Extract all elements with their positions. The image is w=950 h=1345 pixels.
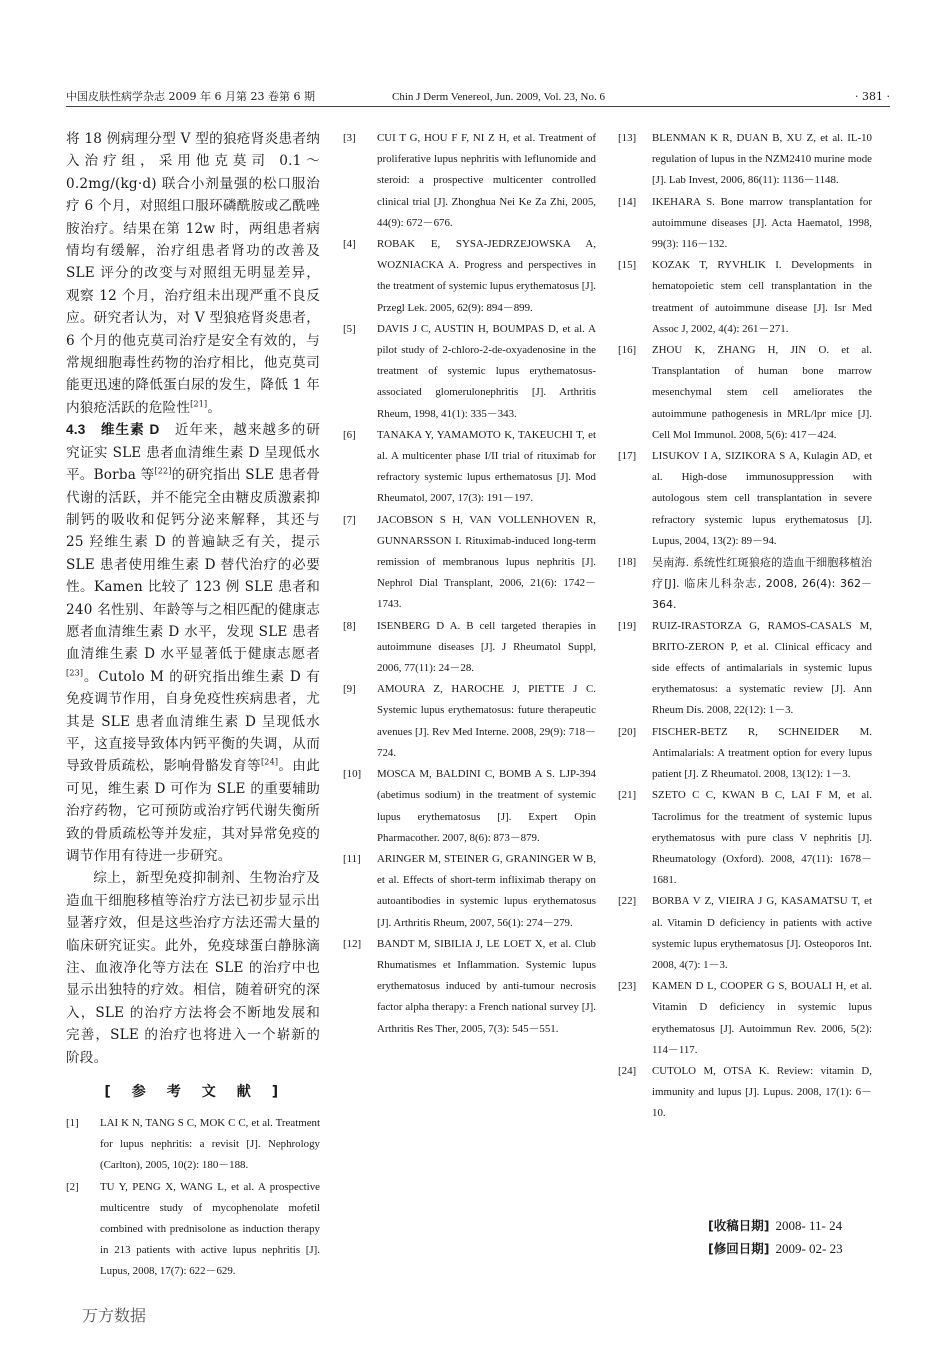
reference-item: [24] CUTOLO M, OTSA K. Review: vitamin D, immunity and lupus [J]. Lupus. 2008, 17(1): 6－10. [618, 1064, 872, 1120]
received-date: [收稿日期] 2008- 11- 24 [708, 1218, 843, 1233]
reference-item: [23] KAMEN D L, COOPER G S, BOUALI H, et al. Vitamin D deficiency in systemic lupus erythematosus [J]. Autoimmun Rev. 2006, 5(2): 114－117. [618, 980, 872, 1056]
reference-item: [20] FISCHER-BETZ R, SCHNEIDER M. Antimalarials: A treatment option for every lupus patient [J]. Z Rheumatol. 2008, 13(12): 1－3. [618, 725, 872, 781]
reference-item: [5] DAVIS J C, AUSTIN H, BOUMPAS D, et al. A pilot study of 2-chloro-2-de-oxyadenosine in the treatment of systemic lupus erythematosus-associated glomerulonephritis [J]. Arthritis Rheum, 1998, 41(1): 335－343. [343, 322, 596, 420]
journal-title-cn: 中国皮肤性病学杂志 2009 年 6 月第 23 卷第 6 期 [66, 90, 315, 103]
reference-item: [15] KOZAK T, RYVHLIK I. Developments in hematopoietic stem cell transplantation in the treatment of autoimmune disease [J]. Isr Med Assoc J, 2002, 4(4): 261－271. [618, 259, 872, 335]
reference-item: [10] MOSCA M, BALDINI C, BOMB A S. LJP-394 (abetimus sodium) in the treatment of systemic lupus erythematosus [J]. Expert Opin Pharmacother. 2007, 8(6): 873－879. [343, 768, 596, 844]
reference-item: [3] CUI T G, HOU F F, NI Z H, et al. Treatment of proliferative lupus nephritis with leflunomide and steroid: a prospective multicenter controlled clinical trial [J]. Zhonghua Nei Ke Za Zhi, 2005, 44(9): 672－676. [343, 132, 596, 229]
reference-item: [2] TU Y, PENG X, WANG L, et al. A prospective multicentre study of mycophenolate mofetil combined with prednisolone as induction therapy in 213 patients with active lupus nephritis [J]. Lupus, 2008, 17(7): 622－629. [66, 1180, 320, 1278]
column-1 [66, 128, 320, 1283]
revised-date: [修回日期] 2009- 02- 23 [708, 1241, 843, 1256]
reference-item: [14] IKEHARA S. Bone marrow transplantation for autoimmune diseases [J]. Acta Haematol, 1998, 99(3): 116－132. [618, 195, 872, 251]
reference-item: [21] SZETO C C, KWAN B C, LAI F M, et al. Tacrolimus for the treatment of systemic lupus erythematosus with pure class V nephritis [J]. Rheumatology (Oxford). 2008, 47(11): 1678－1681. [618, 789, 872, 887]
section-heading: 4.3 维生素 D [66, 422, 175, 438]
reference-item: [7] JACOBSON S H, VAN VOLLENHOVEN R, GUNNARSSON I. Rituximab-induced long-term remission of membranous lupus nephritis [J]. Nephrol Dial Transplant, 2006, 21(6): 1742－1743. [343, 513, 596, 611]
reference-item: [9] AMOURA Z, HAROCHE J, PIETTE J C. Systemic lupus erythematosus: future therapeutic avenues [J]. Rev Med Interne. 2008, 29(9): 718－724. [343, 683, 596, 759]
reference-item: [6] TANAKA Y, YAMAMOTO K, TAKEUCHI T, et al. A multicenter phase I/II trial of rituximab for refractory systemic lupus erthematosus [J]. Mod Rheumatol, 2007, 17(3): 191－197. [343, 428, 596, 505]
reference-item: [1] LAI K N, TANG S C, MOK C C, et al. Treatment for lupus nephritis: a revisit [J]. Nephrology (Carlton), 2005, 10(2): 180－188. [66, 1117, 320, 1172]
paragraph-summary: 综上，新型免疫抑制剂、生物治疗及造血干细胞移植等治疗方法已初步显示出显著疗效，但是这些治疗方法还需大量的临床研究证实。此外，免疫球蛋白静脉滴注、血液净化等方法在 SLE 的治疗中也显示出独特的疗效。相信，随着研究的深入，SLE 的治疗方法将会不断地发展和完善，SLE 的治疗也将进入一个崭新的阶段。 [66, 870, 320, 1066]
running-header [66, 88, 890, 107]
reference-item: [13] BLENMAN K R, DUAN B, XU Z, et al. IL-10 regulation of lupus in the NZM2410 murine mode [J]. Lab Invest, 2006, 86(11): 1136－1148. [618, 132, 872, 187]
reference-item: [17] LISUKOV I A, SIZIKORA S A, Kulagin AD, et al. High-dose immunosuppression with autologous stem cell transplantation in severe refractory systemic lupus erythematosus [J]. Lupus, 2004, 13(2): 89－94. [618, 450, 872, 547]
reference-item: [4] ROBAK E, SYSA-JEDRZEJOWSKA A, WOZNIACKA A. Progress and perspectives in the treatment of systemic lupus erythematosus [J]. Przegl Lek. 2005, 62(9): 894－899. [343, 238, 596, 314]
reference-item: [12] BANDT M, SIBILIA J, LE LOET X, et al. Club Rhumatismes et Inflammation. Systemic lupus erythematosus induced by anti-tumour necrosis factor alpha therapy: a French national survey [J]. Arthritis Res Ther, 2005, 7(3): 545－551. [343, 937, 596, 1035]
reference-item: [19] RUIZ-IRASTORZA G, RAMOS-CASALS M, BRITO-ZERON P, et al. Clinical efficacy and side effects of antimalarials in systemic lupus erythematosus: a systematic review [J]. Ann Rheum Dis. 2008, 22(12): 1－3. [618, 619, 872, 717]
page-number: · 381 · [855, 90, 890, 103]
watermark: 万方数据 [82, 1306, 147, 1325]
manuscript-dates [708, 1215, 878, 1261]
reference-item: [22] BORBA V Z, VIEIRA J G, KASAMATSU T, et al. Vitamin D deficiency in patients with active systemic lupus erythematosus [J]. Osteoporos Int. 2008, 4(7): 1－3. [618, 895, 872, 971]
body-text [66, 128, 320, 1069]
citation: [21] [190, 399, 208, 409]
reference-item: [11] ARINGER M, STEINER G, GRANINGER W B, et al. Effects of short-term infliximab therapy on autoantibodies in systemic lupus erythematosus [J]. Arthritis Rheum, 2007, 56(1): 274－279. [343, 852, 596, 929]
reference-item: [8] ISENBERG D A. B cell targeted therapies in autoimmune diseases [J]. J Rheumatol Suppl, 2006, 77(11): 24－28. [343, 619, 596, 675]
reference-item: [18] 吴南海. 系统性红斑狼疮的造血干细胞移植治疗[J]. 临床儿科杂志, 2008, 26(4): 362－364. [618, 556, 872, 612]
reference-item: [16] ZHOU K, ZHANG H, JIN O. et al. Transplantation of human bone marrow mesenchymal stem cell ameliorates the autoimmune pathogenesis in MRL/lpr mice [J]. Cell Mol Immunol. 2008, 5(6): 417－424. [618, 344, 872, 441]
journal-title-en: Chin J Derm Venereol, Jun. 2009, Vol. 23, No. 6 [392, 91, 605, 103]
citation: [24] [260, 757, 279, 767]
reference-list-1 [66, 1113, 320, 1283]
references-heading: [ 参 考 文 献 ] [104, 1084, 282, 1101]
column-2 [343, 128, 596, 1040]
citation: [23] [66, 668, 84, 678]
column-3 [618, 128, 872, 1125]
citation: [22] [154, 466, 172, 476]
paragraph-vitamin-d: 4.3 维生素 D 近年来，越来越多的研究证实 SLE 患者血清维生素 D 呈现低水平。Borba 等[22]的研究指出 SLE 患者骨代谢的活跃，并不能完全由糖皮质激素抑制钙的吸收和促钙分泌来解释，其还与 25 羟维生素 D 的普遍缺乏有关，提示 SLE 患者使用维生素 D 替代治疗的必要性。Kamen 比较了 123 例 SLE 患者和 240 名性别、年龄等与之相匹配的健康志愿者血清维生素 D 水平，发现 SLE 患者血清维生素 D 水平显著低于健康志愿者[23]。Cutolo M 的研究指出维生素 D 有免疫调节作用，自身免疫性疾病患者，尤其是 SLE 患者血清维生素 D 呈现低水平，这直接导致体内钙平衡的失调，从而导致骨质疏松，影响骨骼发育等[24]。由此可见，维生素 D 可作为 SLE 的重要辅助治疗药物，它可预防或治疗钙代谢失衡所致的骨质疏松等并发症，其对异常免疫的调节作用有待进一步研究。 [66, 422, 320, 864]
paragraph-tacrolimus: 将 18 例病理分型 V 型的狼疮肾炎患者纳入治疗组，采用他克莫司 0.1～0.2mg/(kg·d) 联合小剂量强的松口服治疗 6 个月，对照组口服环磷酰胺或乙酰唑胺治疗。结果在第 12w 时，两组患者病情均有缓解，治疗组患者肾功的改善及 SLE 评分的改变与对照组无明显差异，观察 12 个月，治疗组未出现严重不良反应。研究者认为，对 V 型狼疮肾炎患者，6 个月的他克莫司治疗是安全有效的，与常规细胞毒性药物的治疗相比，他克莫司能更迅速的降低蛋白尿的发生，降低 1 年内狼疮活跃的危险性[21]。 [66, 131, 320, 416]
